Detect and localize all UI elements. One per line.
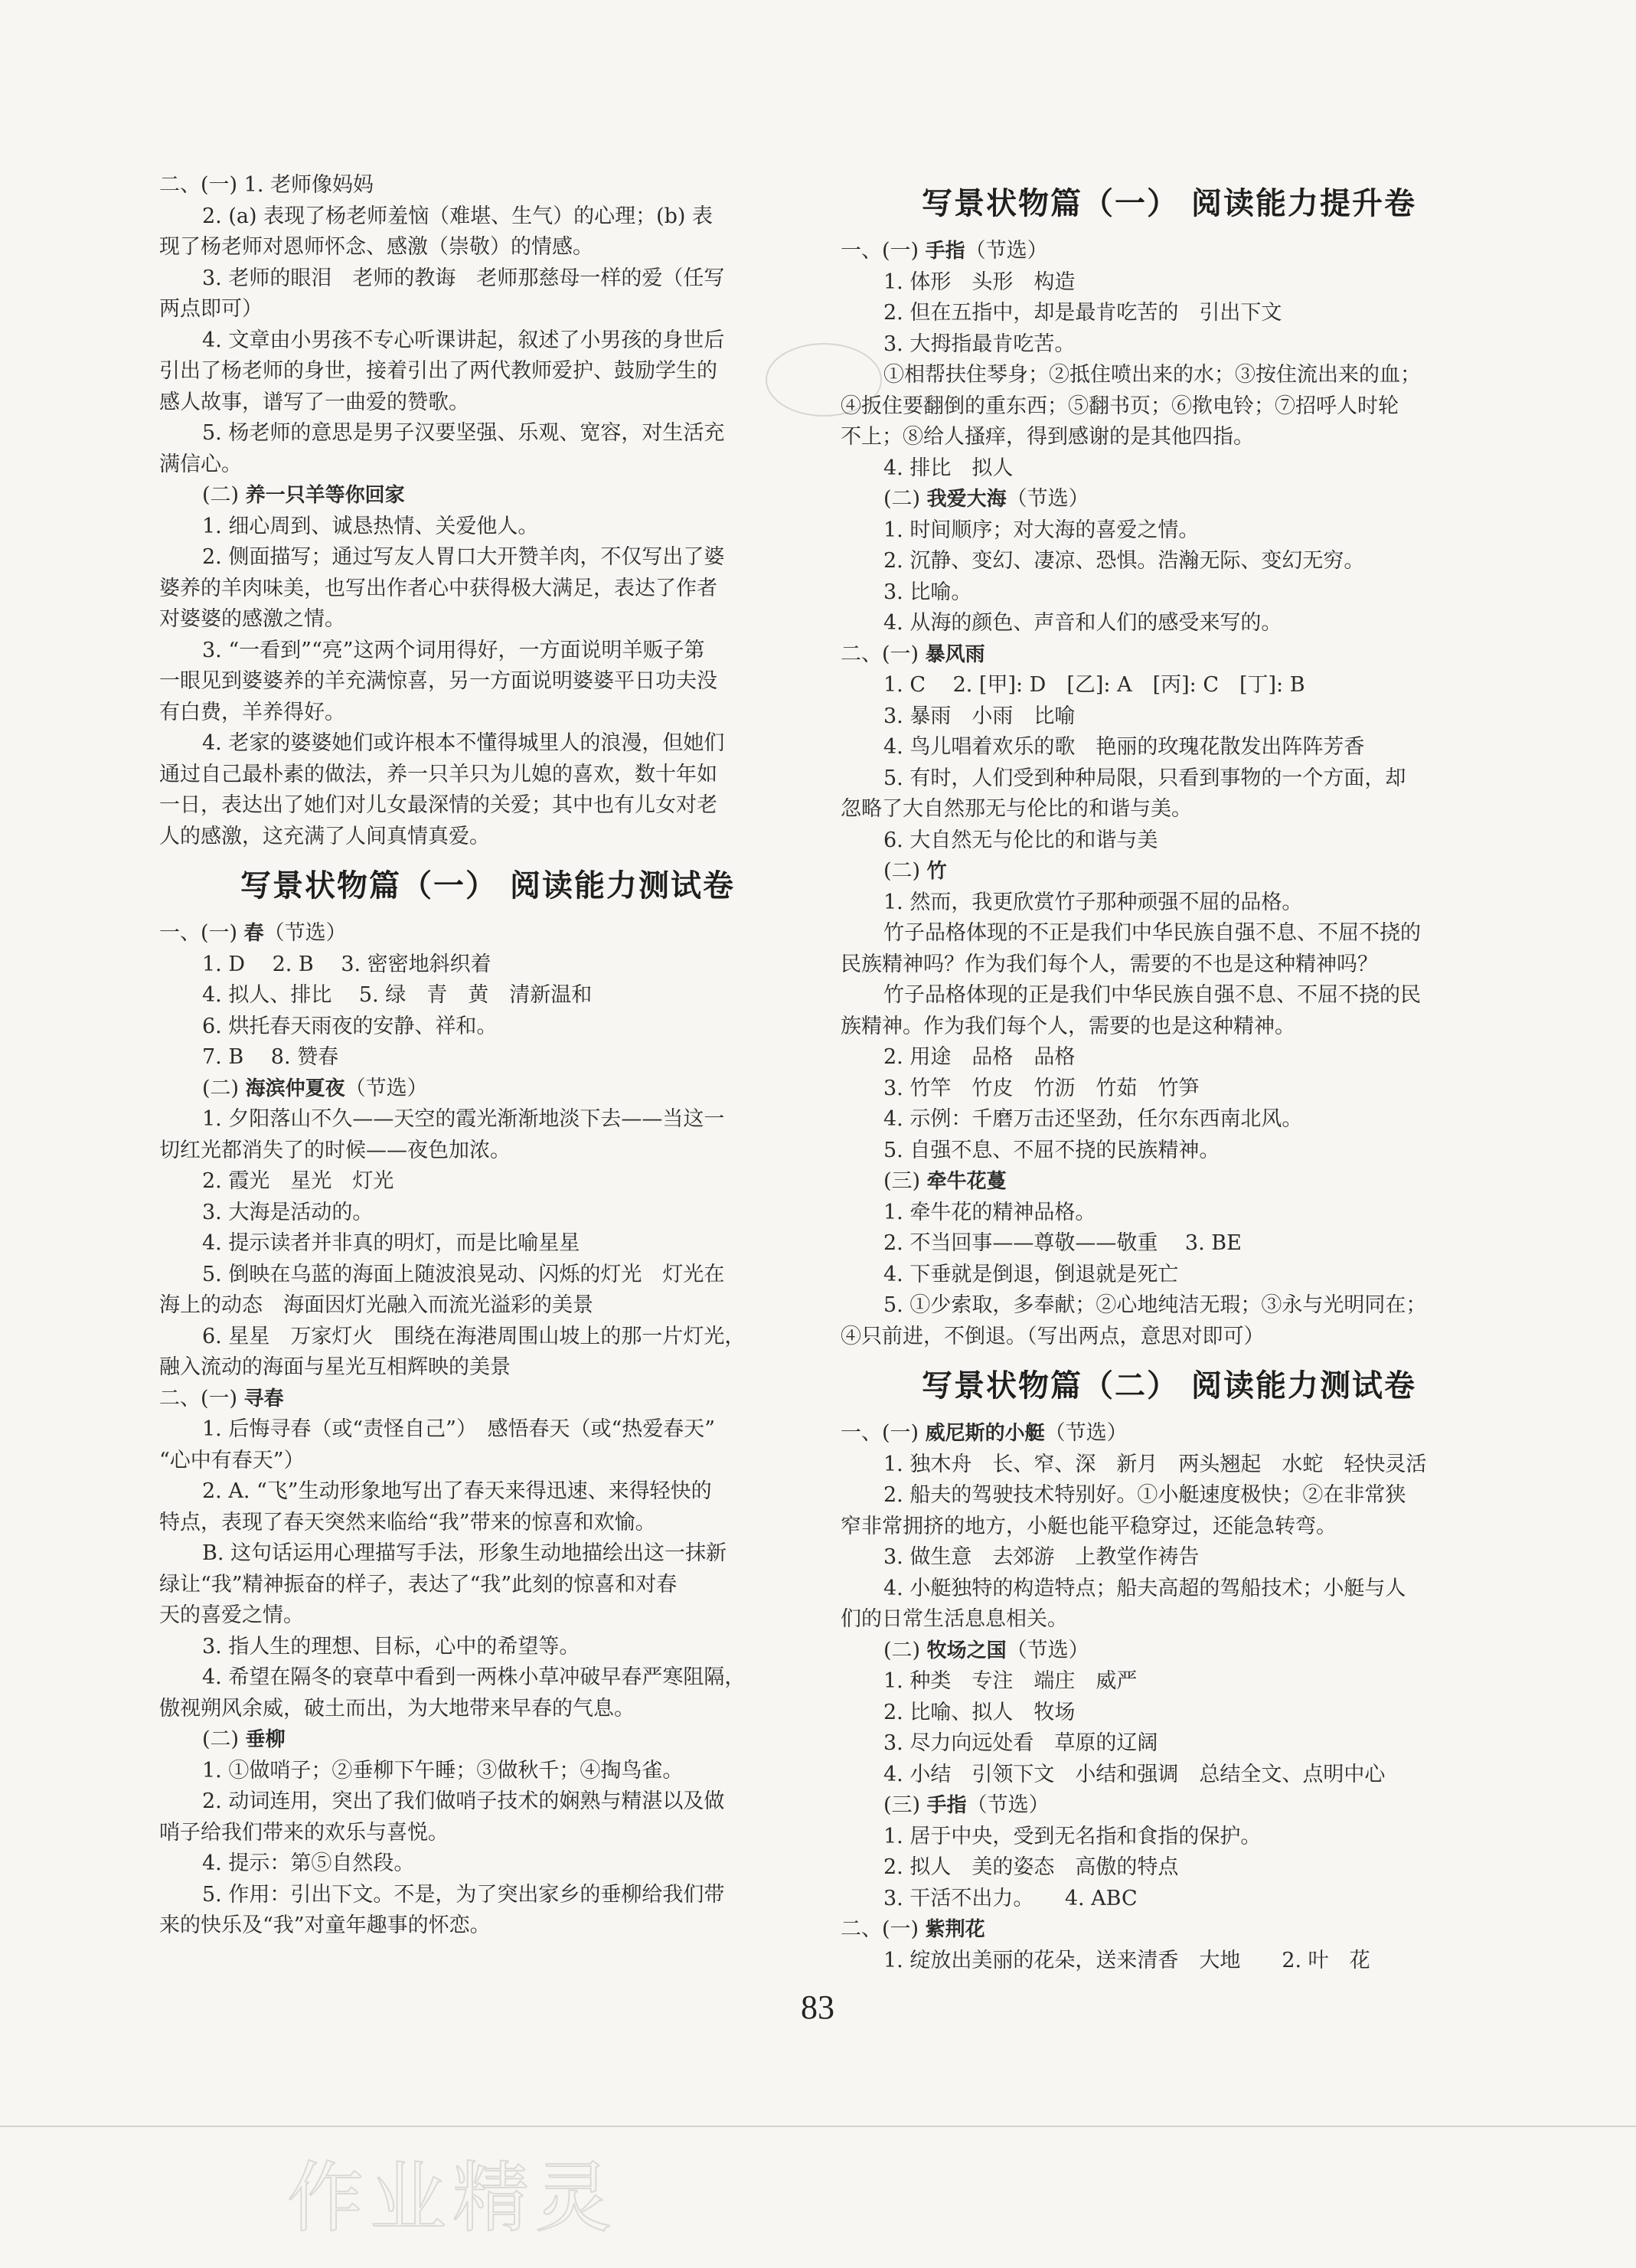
answer-line: 2. (a) 表现了杨老师羞恼（难堪、生气）的心理；(b) 表 xyxy=(202,204,714,228)
passage-heading xyxy=(159,480,816,511)
left-column xyxy=(159,170,816,1942)
answer-line-continued: 婆养的羊肉味美，也写出作者心中获得极大满足，表达了作者 xyxy=(159,576,717,600)
answer-line: 4. 从海的颜色、声音和人们的感受来写的。 xyxy=(883,611,1282,635)
answer-line-continued: 们的日常生活息息相关。 xyxy=(841,1607,1068,1631)
answer-line: 4. 排比 拟人 xyxy=(883,456,1014,480)
heading-label: (二) xyxy=(883,487,927,511)
answer-line: 4. 提示：第⑤自然段。 xyxy=(202,1851,415,1875)
answer-line: 2. 侧面描写；通过写友人胃口大开赞羊肉，不仅写出了婆 xyxy=(202,545,725,569)
passage-title: 手指 xyxy=(925,240,965,263)
answer-line: 5. 作用：引出下文。不是，为了突出家乡的垂柳给我们带 xyxy=(202,1882,725,1907)
answer-line-continued: 忽略了大自然那无与伦比的和谐与美。 xyxy=(841,797,1192,821)
answer-line: 1. 细心周到、诚恳热情、关爱他人。 xyxy=(202,514,539,538)
answer-line-continued: 窄非常拥挤的地方，小艇也能平稳穿过，还能急转弯。 xyxy=(841,1514,1337,1538)
passage-title: 威尼斯的小艇 xyxy=(925,1422,1045,1445)
answer-line: 1. 时间顺序；对大海的喜爱之情。 xyxy=(883,518,1200,542)
passage-heading xyxy=(841,1790,1497,1822)
answer-line: 3. 老师的眼泪 老师的教诲 老师那慈母一样的爱（任写 xyxy=(202,266,725,290)
heading-label: (二) xyxy=(883,859,927,883)
excerpt-note: （节选） xyxy=(1006,1638,1089,1662)
part-heading xyxy=(159,1384,816,1415)
heading-label: (二) xyxy=(202,483,246,507)
answer-line-continued: 来的快乐及“我”对童年趣事的怀恋。 xyxy=(159,1913,491,1937)
answer-line: 4. 希望在隔冬的衰草中看到一两株小草冲破早春严寒阻隔， xyxy=(202,1665,746,1689)
heading-label: (二) xyxy=(202,1076,246,1100)
part-heading xyxy=(159,170,816,201)
answer-line: B. 这句话运用心理描写手法，形象生动地描绘出这一抹新 xyxy=(202,1541,727,1565)
answer-line: ①相帮扶住琴身；②抵住喷出来的水；③按住流出来的血； xyxy=(883,363,1421,387)
answer-line: 2. 霞光 星光 灯光 xyxy=(202,1169,394,1193)
passage-heading xyxy=(841,1636,1497,1667)
answer-line: 2. 用途 品格 品格 xyxy=(883,1045,1076,1069)
answer-line-continued: 人的感激，这充满了人间真情真爱。 xyxy=(159,824,490,848)
answer-line-continued: 两点即可） xyxy=(159,297,263,321)
answer-line: 5. 有时，人们受到种种局限，只看到事物的一个方面，却 xyxy=(883,766,1406,790)
answer-line: 2. 动词连用，突出了我们做哨子技术的娴熟与精湛以及做 xyxy=(202,1789,725,1813)
answer-line: 2. 但在五指中，却是最肯吃苦的 引出下文 xyxy=(883,301,1282,325)
answer-line: 3. 暴雨 小雨 比喻 xyxy=(883,704,1076,728)
answer-line: 7. B 8. 赞春 xyxy=(202,1045,339,1069)
answer-line: 3. 指人生的理想、目标，心中的希望等。 xyxy=(202,1634,580,1659)
answer-line: 竹子品格体现的正是我们中华民族自强不息、不屈不挠的民 xyxy=(883,983,1421,1007)
answer-line: 1. 独木舟 长、窄、深 新月 两头翘起 水蛇 轻快灵活 xyxy=(883,1452,1427,1476)
passage-heading xyxy=(841,484,1497,515)
heading-label: 二、(一) xyxy=(159,1386,244,1410)
answer-line: 5. 倒映在乌蓝的海面上随波浪晃动、闪烁的灯光 灯光在 xyxy=(202,1262,725,1286)
footer-divider xyxy=(0,2126,1636,2127)
answer-line: 3. 竹竿 竹皮 竹沥 竹茹 竹笋 xyxy=(883,1076,1200,1100)
answer-line: 4. 下垂就是倒退，倒退就是死亡 xyxy=(883,1262,1179,1286)
answer-line: 4. 拟人、排比 5. 绿 青 黄 清新温和 xyxy=(202,983,593,1007)
answer-line-continued: 融入流动的海面与星光互相辉映的美景 xyxy=(159,1355,511,1379)
passage-title: 暴风雨 xyxy=(925,642,985,666)
answer-line: 1. 夕阳落山不久——天空的霞光渐渐地淡下去——当这一 xyxy=(202,1107,725,1131)
answer-line: 竹子品格体现的不正是我们中华民族自强不息、不屈不挠的 xyxy=(883,921,1421,945)
heading-label: 二、(一) xyxy=(841,642,926,666)
answer-line: 3. 做生意 去郊游 上教堂作祷告 xyxy=(883,1545,1200,1569)
answer-line-continued: 傲视朔风余威，破土而出，为大地带来早春的气息。 xyxy=(159,1696,635,1721)
answer-line-continued: ④扳住要翻倒的重东西；⑤翻书页；⑥揿电铃；⑦招呼人时轮 xyxy=(841,394,1399,418)
answer-line: 1. 然而，我更欣赏竹子那种顽强不屈的品格。 xyxy=(883,890,1303,914)
page-number: 83 xyxy=(801,1989,834,2026)
answer-line-continued: 对婆婆的感激之情。 xyxy=(159,607,345,631)
part-heading xyxy=(841,1914,1497,1946)
answer-line-continued: 引出了杨老师的身世，接着引出了两代教师爱护、鼓励学生的 xyxy=(159,359,717,383)
answer-line: 1. D 2. B 3. 密密地斜织着 xyxy=(202,952,491,976)
answer-line: 3. 尽力向远处看 草原的辽阔 xyxy=(883,1731,1158,1755)
passage-title: 手指 xyxy=(926,1794,967,1817)
heading-label: (二) xyxy=(202,1727,246,1751)
answer-line: 5. 自强不息、不屈不挠的民族精神。 xyxy=(883,1138,1220,1162)
section-title: 写景状物篇（二） 阅读能力测试卷 xyxy=(922,1368,1416,1404)
answer-line: 4. 老家的婆婆她们或许根本不懂得城里人的浪漫，但她们 xyxy=(202,731,725,755)
watermark-text: 作业精灵 xyxy=(287,2153,618,2243)
excerpt-note: （节选） xyxy=(263,921,347,945)
answer-line: 1. 种类 专注 端庄 威严 xyxy=(883,1669,1138,1693)
answer-line-continued: 不上；⑧给人搔痒，得到感谢的是其他四指。 xyxy=(841,425,1254,449)
answer-line: 1. 绽放出美丽的花朵，送来清香 大地 2. 叶 花 xyxy=(883,1948,1370,1972)
passage-title: 我爱大海 xyxy=(926,488,1007,511)
passage-title: 牧场之国 xyxy=(926,1639,1007,1662)
answer-line: 5. 杨老师的意思是男子汉要坚强、乐观、宽容，对生活充 xyxy=(202,421,725,445)
heading-label: (三) xyxy=(883,1793,927,1817)
passage-heading xyxy=(841,1166,1497,1198)
heading-label: (二) xyxy=(883,1638,927,1662)
answer-line-continued: 满信心。 xyxy=(159,452,242,476)
answer-line: 1. C 2. [甲]: D [乙]: A [丙]: C [丁]: B xyxy=(883,673,1305,697)
part-heading xyxy=(841,1418,1497,1449)
excerpt-note: （节选） xyxy=(1044,1421,1128,1445)
passage-title: 寻春 xyxy=(243,1387,284,1410)
excerpt-note: （节选） xyxy=(965,239,1048,263)
heading-label: (三) xyxy=(883,1169,927,1193)
answer-line-continued: ④只前进，不倒退。（写出两点，意思对即可） xyxy=(841,1324,1265,1348)
passage-title: 垂柳 xyxy=(245,1728,286,1751)
excerpt-note: （节选） xyxy=(1006,487,1089,511)
excerpt-note: （节选） xyxy=(966,1793,1050,1817)
passage-title: 海滨仲夏夜 xyxy=(245,1077,345,1100)
right-column xyxy=(841,170,1497,1976)
answer-line-continued: 哨子给我们带来的欢乐与喜悦。 xyxy=(159,1820,449,1845)
answer-line: 2. 沉静、变幻、凄凉、恐惧。浩瀚无际、变幻无穷。 xyxy=(883,549,1365,573)
answer-line: 2. A. “飞”生动形象地写出了春天来得迅速、来得轻快的 xyxy=(202,1479,712,1503)
answer-line: 1. 居于中央，受到无名指和食指的保护。 xyxy=(883,1824,1262,1848)
section-title: 写景状物篇（一） 阅读能力测试卷 xyxy=(240,868,735,904)
answer-line-continued: 天的喜爱之情。 xyxy=(159,1603,304,1627)
answer-line: 1. 体形 头形 构造 xyxy=(883,270,1076,294)
answer-line: 3. 大海是活动的。 xyxy=(202,1200,374,1224)
part-heading xyxy=(841,639,1497,671)
passage-title: 养一只羊等你回家 xyxy=(245,484,405,507)
answer-line: 1. 牵牛花的精神品格。 xyxy=(883,1200,1096,1224)
heading-text: 二、(一) 1. 老师像妈妈 xyxy=(159,173,374,197)
answer-line: 2. 比喻、拟人 牧场 xyxy=(883,1700,1076,1724)
passage-heading xyxy=(159,1724,816,1756)
answer-line: 5. ①少索取，多奉献；②心地纯洁无瑕；③永与光明同在； xyxy=(883,1293,1427,1317)
part-heading xyxy=(841,236,1497,267)
answer-line-continued: 族精神。作为我们每个人，需要的也是这种精神。 xyxy=(841,1014,1295,1038)
answer-line-continued: 有白费，羊养得好。 xyxy=(159,700,345,724)
answer-line: 2. 拟人 美的姿态 高傲的特点 xyxy=(883,1855,1179,1879)
answer-line-continued: 海上的动态 海面因灯光融入而流光溢彩的美景 xyxy=(159,1293,593,1317)
answer-line: 3. “一看到”“亮”这两个词用得好，一方面说明羊贩子第 xyxy=(202,638,705,662)
excerpt-note: （节选） xyxy=(345,1076,428,1100)
answer-line: 2. 船夫的驾驶技术特别好。①小艇速度极快；②在非常狭 xyxy=(883,1483,1406,1507)
answer-line: 4. 示例：千磨万击还坚劲，任尔东西南北风。 xyxy=(883,1107,1303,1131)
passage-title: 牵牛花蔓 xyxy=(926,1170,1007,1193)
heading-label: 二、(一) xyxy=(841,1917,926,1941)
answer-line: 4. 鸟儿唱着欢乐的歌 艳丽的玫瑰花散发出阵阵芳香 xyxy=(883,735,1365,759)
answer-line-continued: 感人故事，谱写了一曲爱的赞歌。 xyxy=(159,390,469,414)
part-heading xyxy=(159,918,816,949)
answer-line-continued: 特点，表现了春天突然来临给“我”带来的惊喜和欢愉。 xyxy=(159,1510,656,1534)
answer-line: 3. 比喻。 xyxy=(883,580,972,604)
answer-line: 1. ①做哨子；②垂柳下午睡；③做秋千；④掏鸟雀。 xyxy=(202,1758,684,1783)
answer-line-continued: 绿让“我”精神振奋的样子，表达了“我”此刻的惊喜和对春 xyxy=(159,1572,678,1596)
heading-label: 一、(一) xyxy=(159,921,244,945)
section-title: 写景状物篇（一） 阅读能力提升卷 xyxy=(922,186,1416,221)
answer-line: 1. 后悔寻春（或“责怪自己”） 感悟春天（或“热爱春天” xyxy=(202,1417,716,1441)
passage-title: 竹 xyxy=(926,860,947,883)
answer-line-continued: 现了杨老师对恩师怀念、感激（崇敬）的情感。 xyxy=(159,235,593,259)
answer-line: 6. 烘托春天雨夜的安静、祥和。 xyxy=(202,1014,498,1038)
answer-line: 4. 文章由小男孩不专心听课讲起，叙述了小男孩的身世后 xyxy=(202,328,725,352)
answer-line-continued: 一日，表达出了她们对儿女最深情的关爱；其中也有儿女对老 xyxy=(159,793,717,817)
answer-line-continued: 通过自己最朴素的做法，养一只羊只为儿媳的喜欢，数十年如 xyxy=(159,762,717,786)
answer-line-continued: “心中有春天”） xyxy=(159,1448,305,1472)
heading-label: 一、(一) xyxy=(841,239,926,263)
passage-title: 春 xyxy=(243,922,264,945)
answer-line: 3. 大拇指最肯吃苦。 xyxy=(883,332,1076,356)
heading-label: 一、(一) xyxy=(841,1421,926,1445)
passage-title: 紫荆花 xyxy=(925,1918,985,1941)
answer-line: 3. 干活不出力。 4. ABC xyxy=(883,1886,1138,1910)
answer-line: 4. 小艇独特的构造特点；船夫高超的驾船技术；小艇与人 xyxy=(883,1576,1406,1600)
answer-line: 4. 提示读者并非真的明灯，而是比喻星星 xyxy=(202,1231,580,1255)
answer-line-continued: 切红光都消失了的时候——夜色加浓。 xyxy=(159,1138,511,1162)
passage-heading xyxy=(841,856,1497,887)
answer-line-continued: 民族精神吗？作为我们每个人，需要的不也是这种精神吗？ xyxy=(841,952,1378,976)
answer-line: 6. 大自然无与伦比的和谐与美 xyxy=(883,828,1158,852)
passage-heading xyxy=(159,1074,816,1105)
answer-line: 4. 小结 引领下文 小结和强调 总结全文、点明中心 xyxy=(883,1762,1386,1786)
answer-line-continued: 一眼见到婆婆养的羊充满惊喜，另一方面说明婆婆平日功夫没 xyxy=(159,669,717,693)
answer-line: 2. 不当回事——尊敬——敬重 3. BE xyxy=(883,1231,1242,1255)
answer-line: 6. 星星 万家灯火 围绕在海港周围山坡上的那一片灯光， xyxy=(202,1324,746,1348)
